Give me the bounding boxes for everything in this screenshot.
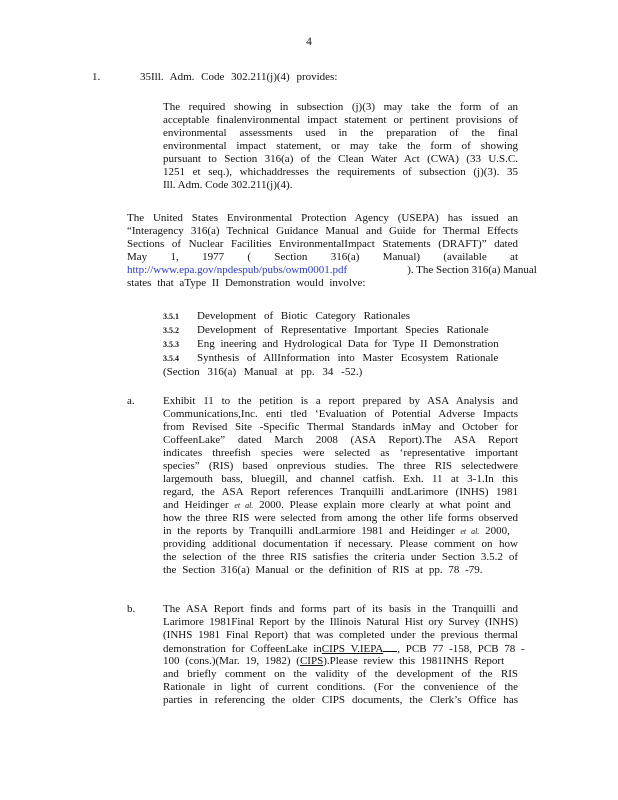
text-segment: 100 (cons.)(Mar. 19, 1982) ( <box>163 655 300 667</box>
item-b-text <box>163 603 525 707</box>
quote-line: 1251 et seq.), whichaddresses the requirements of subsection (j)(3). 35 <box>163 166 518 178</box>
text-segment: , PCB 77 -158, PCB 78 - <box>397 643 525 655</box>
paragraph-line: Sections of Nuclear Facilities EnvironmentalImpact Statements (DRAFT)” dated <box>127 238 518 250</box>
text-line: Larimore 1981Final Report by the Illinois Natural Hist ory Survey (INHS) <box>163 616 518 628</box>
text-line: parties in referencing the older CIPS documents, the Clerk’s Office has <box>163 694 518 706</box>
list-item-number: 3.5.3 <box>163 340 179 349</box>
text-line <box>163 525 518 538</box>
et-al-text: et al. <box>234 501 254 510</box>
list-citation: (Section 316(a) Manual at pp. 34 -52.) <box>163 366 363 378</box>
list-item-text: Eng ineering and Hydrological Data for Type II Demonstration <box>197 338 499 350</box>
list-item <box>163 338 499 352</box>
epa-manual-link[interactable]: http://www.epa.gov/npdespub/pubs/owm0001.pdf <box>127 264 348 276</box>
item-number: 1. <box>92 71 101 83</box>
text-line: the Section 316(a) Manual or the definition of RIS at pp. 78 -79. <box>163 564 483 576</box>
text-line <box>163 499 518 512</box>
list-item-number: 3.5.2 <box>163 326 179 335</box>
text-line: and briefly comment on the validity of the development of the RIS <box>163 668 518 680</box>
url-suffix: ). The Section 316(a) Manual <box>407 264 537 276</box>
list-item <box>163 324 493 338</box>
list-item <box>163 310 493 324</box>
text-line: The ASA Report finds and forms part of its basis in the Tranquilli and <box>163 603 518 615</box>
list-item-text: Synthesis of AllInformation into Master Ecosystem Rationale <box>197 352 499 364</box>
text-line: species” (RIS) based onprevious studies. The three RIS selectedwere <box>163 460 518 472</box>
text-line: how the three RIS were selected from among the other life forms observed <box>163 512 518 524</box>
list-item-number: 3.5.1 <box>163 312 179 321</box>
paragraph-line <box>127 264 537 277</box>
text-line: (INHS 1981 Final Report) that was completed under the previous thermal <box>163 629 518 641</box>
text-segment: 2000, <box>485 525 510 537</box>
page-number: 4 <box>306 36 312 48</box>
text-line: Rationale in light of current conditions. (For the convenience of the <box>163 681 518 693</box>
quote-line: Ill. Adm. Code 302.211(j)(4). <box>163 179 293 191</box>
text-segment: ).Please review this 1981INHS Report <box>323 655 505 667</box>
list-item <box>163 352 499 366</box>
text-line: providing additional documentation if necessary. Please comment on how <box>163 538 518 550</box>
item-a-label: a. <box>127 395 135 407</box>
case-citation: CIPS V.IEPA <box>321 643 384 655</box>
text-segment: demonstration for CoffeenLake in <box>163 643 322 655</box>
text-line: the selection of the three RIS satisfies the criteria under Section 3.5.2 of <box>163 551 518 563</box>
text-line: from Revised Site -Specific Thermal Standards inMay and October for <box>163 421 518 433</box>
text-line: CoffeenLake” dated March 2008 (ASA Report).The ASA Report <box>163 434 518 446</box>
list-item-text: Development of Representative Important Species Rationale <box>197 324 489 336</box>
text-segment: 2000. Please explain more clearly at what point and <box>259 499 511 511</box>
text-line: largemouth bass, bluegill, and channel catfish. Exh. 11 at 3-1.In this <box>163 473 518 485</box>
quote-line: environmental assessments used in the preparation of the final <box>163 127 518 139</box>
text-line <box>163 642 525 655</box>
demonstration-list <box>163 310 499 380</box>
quote-line: acceptable finalenvironmental impact statement or pertinent provisions of <box>163 114 518 126</box>
item-intro: 35Ill. Adm. Code 302.211(j)(4) provides: <box>140 71 338 83</box>
cips-citation: CIPS <box>299 655 324 667</box>
quote-line: environmental impact statement, or may take the form of showing <box>163 140 518 152</box>
paragraph-line: The United States Environmental Protection Agency (USEPA) has issued an <box>127 212 518 224</box>
paragraph-line: “Interagency 316(a) Technical Guidance Manual and Guide for Thermal Effects <box>127 225 518 237</box>
paragraph-line: states that aType II Demonstration would involve: <box>127 277 366 289</box>
item-b-label: b. <box>127 603 136 615</box>
quote-line: pursuant to Section 316(a) of the Clean Water Act (CWA) (33 U.S.C. <box>163 153 518 165</box>
text-segment: in the reports by Tranquilli andLarmiore 1981 and Heidinger <box>163 525 455 537</box>
quote-line: The required showing in subsection (j)(3) may take the form of an <box>163 101 518 113</box>
text-line <box>163 655 518 668</box>
item-a-text <box>163 395 518 577</box>
text-line: regard, the ASA Report references Tranquilli andLarimore (INHS) 1981 <box>163 486 518 498</box>
text-line: indicates threefish species were selected as ‘representative important <box>163 447 518 459</box>
paragraph-line: May 1, 1977 ( Section 316(a) Manual) (available at <box>127 251 518 263</box>
list-item-text: Development of Biotic Category Rationales <box>197 310 411 322</box>
block-quote <box>163 101 518 192</box>
text-line: Communications,Inc. enti tled ‘Evaluation of Potential Adverse Impacts <box>163 408 518 420</box>
list-item-number: 3.5.4 <box>163 354 179 363</box>
usepa-paragraph <box>127 212 537 290</box>
et-al-text: et al. <box>460 527 480 536</box>
text-segment: and Heidinger <box>163 499 229 511</box>
text-line: Exhibit 11 to the petition is a report prepared by ASA Analysis and <box>163 395 518 407</box>
